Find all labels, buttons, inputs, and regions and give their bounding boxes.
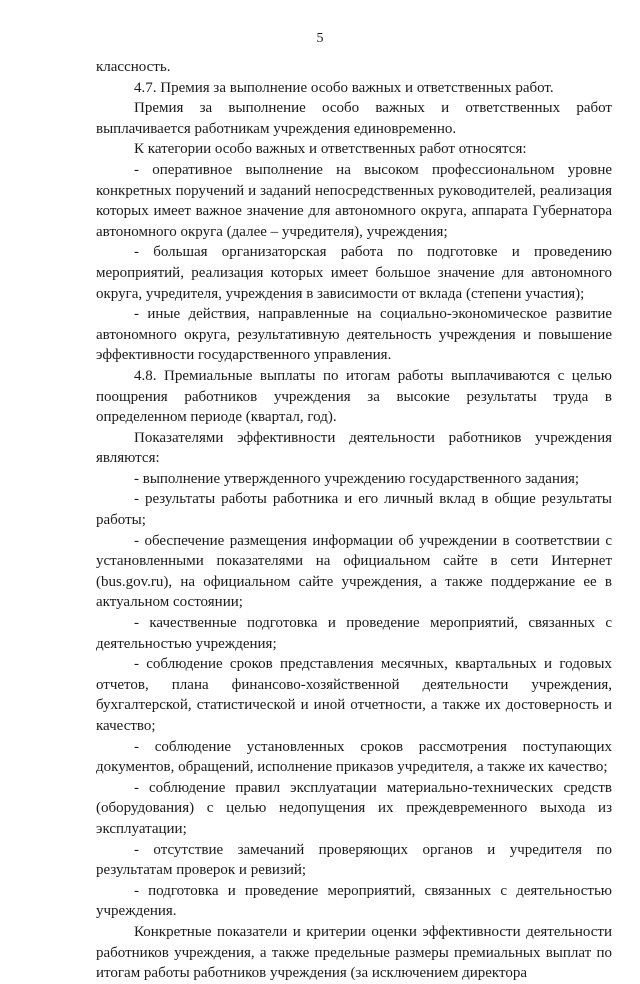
section-heading-4-7: 4.7. Премия за выполнение особо важных и ответственных работ. [134,79,554,96]
list-item: - иные действия, направленные на социально-экономическое развитие автономного округа, результативную деятельность учреждения и повышение эффективности государственного управления. [96,306,612,364]
list-item: - выполнение утвержденного учреждению государственного задания; [134,470,580,487]
list-item: - качественные подготовка и проведение мероприятий, связанных с деятельностью учреждения; [96,615,612,652]
paragraph: К категории особо важных и ответственных работ относятся: [134,141,527,158]
page-number: 5 [316,31,324,46]
paragraph: Премия за выполнение особо важных и ответственных работ выплачивается работникам учреждения единовременно. [96,100,612,137]
list-item: - отсутствие замечаний проверяющих органов и учредителя по результатам проверок и ревизий; [96,841,612,879]
paragraph: Показателями эффективности деятельности работников учреждения являются: [96,429,612,467]
list-item: - соблюдение установленных сроков рассмотрения поступающих документов, обращений, исполнение приказов учредителя, а также их качество; [96,738,612,776]
list-item: - соблюдение сроков представления месячных, квартальных и годовых отчетов, плана финансово-хозяйственной деятельности учреждения, бухгалтерской, статистической и иной отчетности, а также их достоверность и качество; [96,656,612,734]
list-item: - результаты работы работника и его личный вклад в общие результаты работы; [96,491,612,529]
list-item: - большая организаторская работа по подготовке и проведению мероприятий, реализация которых имеет большое значение для автономного округа, учредителя, учреждения в зависимости от вклада (степени участия); [96,244,612,302]
list-item: - обеспечение размещения информации об учреждении в соответствии с установленными показателями на официальном сайте в сети Интернет (bus.gov.ru), на официальном сайте учреждения, а также поддержание ее в актуальном состоянии; [96,532,612,611]
list-item: - подготовка и проведение мероприятий, связанных с деятельностью учреждения. [96,882,612,920]
document-body [96,57,612,984]
list-item: - соблюдение правил эксплуатации материально-технических средств (оборудования) с целью недопущения их преждевременного выхода из эксплуатации; [96,779,612,837]
paragraph: Конкретные показатели и критерии оценки эффективности деятельности работников учреждения, а также предельные размеры премиальных выплат по итогам работы работников учреждения (за исключением директора [96,923,612,982]
list-item: - оперативное выполнение на высоком профессиональном уровне конкретных поручений и заданий непосредственных руководителей, реализация которых имеет важное значение для автономного округа, аппарата Губернатора автономного округа (далее – учредителя), учреждения; [96,161,612,240]
paragraph-continuation: классность. [96,59,171,75]
section-heading-4-8: 4.8. Премиальные выплаты по итогам работы выплачиваются с целью поощрения работников учреждения за высокие результаты труда в определенном периоде (квартал, год). [96,367,612,426]
